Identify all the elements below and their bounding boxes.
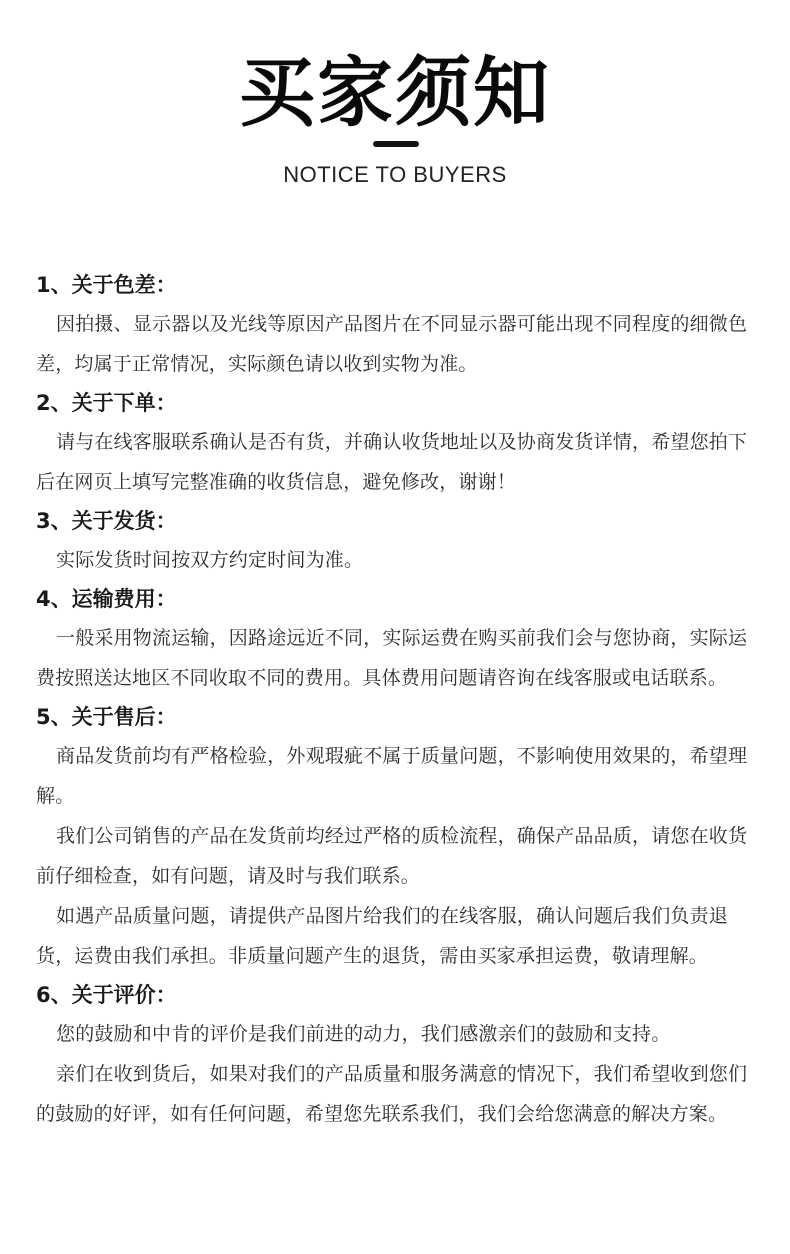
section-paragraph: 商品发货前均有严格检验，外观瑕疵不属于质量问题，不影响使用效果的，希望理解。 xyxy=(36,745,748,807)
section-heading: 2、关于下单： xyxy=(36,391,177,415)
section-paragraph: 如遇产品质量问题，请提供产品图片给我们的在线客服，确认问题后我们负责退货，运费由我们承担。非质量问题产生的退货，需由买家承担运费，敬请理解。 xyxy=(36,905,729,967)
section-heading: 6、关于评价： xyxy=(36,983,177,1007)
section-paragraph: 因拍摄、显示器以及光线等原因产品图片在不同显示器可能出现不同程度的细微色差，均属于正常情况，实际颜色请以收到实物为准。 xyxy=(36,313,748,375)
section-paragraph: 您的鼓励和中肯的评价是我们前进的动力，我们感激亲们的鼓励和支持。 xyxy=(56,1023,671,1045)
section-ordering xyxy=(36,384,762,502)
title-divider xyxy=(373,141,419,147)
section-freight-cost xyxy=(36,580,762,698)
section-heading: 3、关于发货： xyxy=(36,509,177,533)
section-paragraph: 一般采用物流运输，因路途远近不同，实际运费在购买前我们会与您协商，实际运费按照送达地区不同收取不同的费用。具体费用问题请咨询在线客服或电话联系。 xyxy=(36,627,748,689)
section-paragraph: 我们公司销售的产品在发货前均经过严格的质检流程，确保产品品质，请您在收货前仔细检查，如有问题，请及时与我们联系。 xyxy=(36,825,748,887)
section-after-sales xyxy=(36,698,762,976)
section-paragraph: 实际发货时间按双方约定时间为准。 xyxy=(56,549,364,571)
section-paragraph: 亲们在收到货后，如果对我们的产品质量和服务满意的情况下，我们希望收到您们的鼓励的好评，如有任何问题，希望您先联系我们，我们会给您满意的解决方案。 xyxy=(36,1063,748,1125)
section-shipping xyxy=(36,502,762,580)
section-reviews xyxy=(36,976,762,1134)
section-heading: 1、关于色差： xyxy=(36,273,177,297)
section-heading: 4、运输费用： xyxy=(36,587,177,611)
page-title: 买家须知 xyxy=(239,48,551,137)
page-subtitle: NOTICE TO BUYERS xyxy=(283,162,507,187)
notice-content xyxy=(36,266,762,1134)
section-paragraph: 请与在线客服联系确认是否有货，并确认收货地址以及协商发货详情，希望您拍下后在网页上填写完整准确的收货信息，避免修改，谢谢！ xyxy=(36,431,748,493)
section-color-difference xyxy=(36,266,762,384)
section-heading: 5、关于售后： xyxy=(36,705,177,729)
